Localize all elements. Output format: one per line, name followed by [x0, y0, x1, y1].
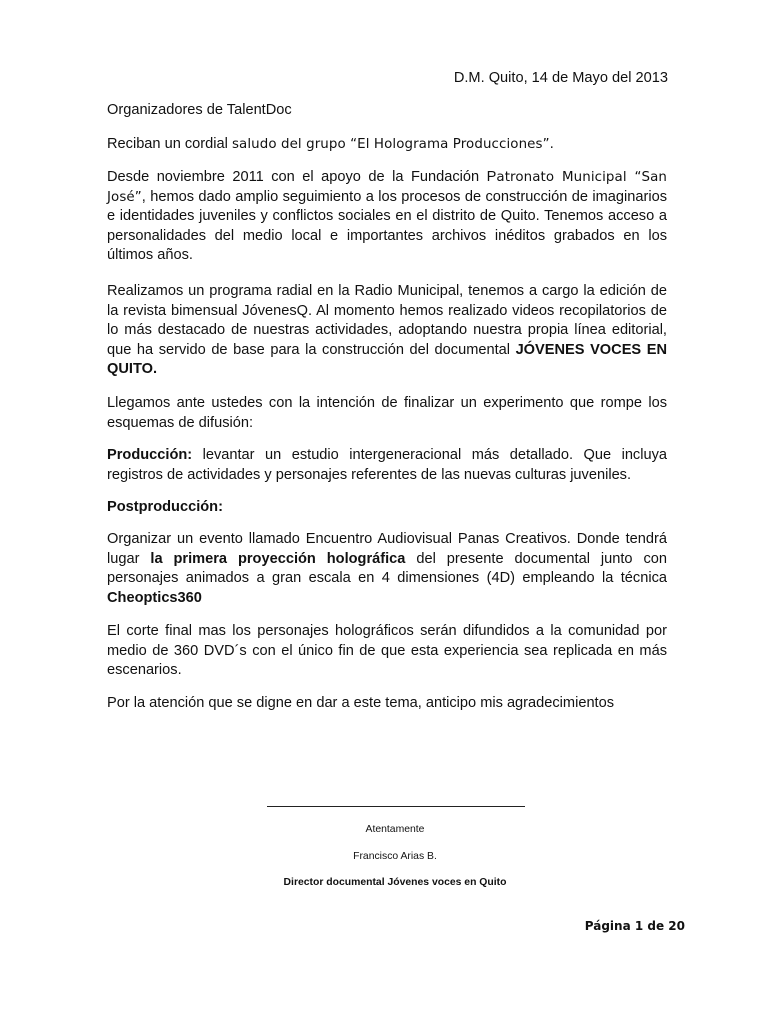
- closing-line: Por la atención que se digne en dar a este tema, anticipo mis agradecimientos: [107, 695, 615, 711]
- produccion-text: levantar un estudio intergeneracional más detallado. Que incluya registros de actividades y personajes referentes de las nuevas culturas juveniles.: [107, 447, 667, 483]
- paragraph-final-cut: El corte final mas los personajes holográficos serán difundidos a la comunidad por medio de 360 DVD´s con el único fin de que esta experiencia sea replicada en más escenarios.: [107, 623, 667, 678]
- paragraph-event-text: Organizar un evento llamado Encuentro Audiovisual Panas Creativos. Donde tendrá lugar: [107, 531, 667, 567]
- technique-name: Cheoptics360: [107, 589, 202, 606]
- sign-off: Atentamente: [365, 824, 425, 835]
- greeting-text-alt: saludo del grupo “El Holograma Producciones”.: [231, 137, 554, 152]
- letter-date: D.M. Quito, 14 de Mayo del 2013: [453, 70, 668, 86]
- paragraph-event: [107, 530, 667, 608]
- paragraph-radio: [107, 282, 667, 380]
- signer-role: Director documental Jóvenes voces en Quito: [283, 877, 507, 888]
- paragraph-intro: [107, 168, 667, 266]
- produccion-label: Producción:: [107, 447, 193, 463]
- paragraph-radio-text: Realizamos un programa radial en la Radio Municipal, tenemos a cargo la edición de la revista bimensual JóvenesQ. Al momento hemos realizado videos recopilatorios de lo más destacado de nuestras actividades, adoptando nuestra propia línea editorial, que ha servido de base para la construcción del documental: [107, 283, 667, 358]
- page-number: Página 1 de 20: [584, 919, 685, 933]
- greeting-text: Reciban un cordial: [107, 136, 232, 152]
- paragraph-intro-part: Desde noviembre 2011 con el apoyo de la Fundación P: [107, 169, 497, 185]
- postproduccion-heading: [107, 498, 667, 518]
- greeting: [107, 135, 667, 155]
- paragraph-produccion: [107, 446, 667, 485]
- documentary-title: JÓVENES VOCES EN QUITO.: [107, 341, 667, 377]
- signature-line: [267, 806, 525, 807]
- signer-name: Francisco Arias B.: [353, 851, 437, 862]
- addressee: Organizadores de TalentDoc: [107, 102, 292, 118]
- holographic-highlight: la primera proyección holográfica: [150, 550, 406, 567]
- paragraph-event-rest: del presente documental junto con personajes animados a gran escala en 4 dimensiones (4D) empleando la técnica: [107, 550, 667, 586]
- paragraph-intro-rest: , hemos dado amplio seguimiento a los procesos de construcción de imaginarios e identidades juveniles y conflictos sociales en el distrito de Quito. Tenemos acceso a personalidades del medio local e importantes archivos inéditos grabados en los últimos años.: [107, 188, 667, 263]
- paragraph-intro-part-alt: atronato Municipal “San José”: [107, 170, 667, 205]
- postproduccion-label: Postproducción:: [107, 499, 223, 515]
- paragraph-intention: Llegamos ante ustedes con la intención de finalizar un experimento que rompe los esquemas de difusión:: [107, 395, 667, 431]
